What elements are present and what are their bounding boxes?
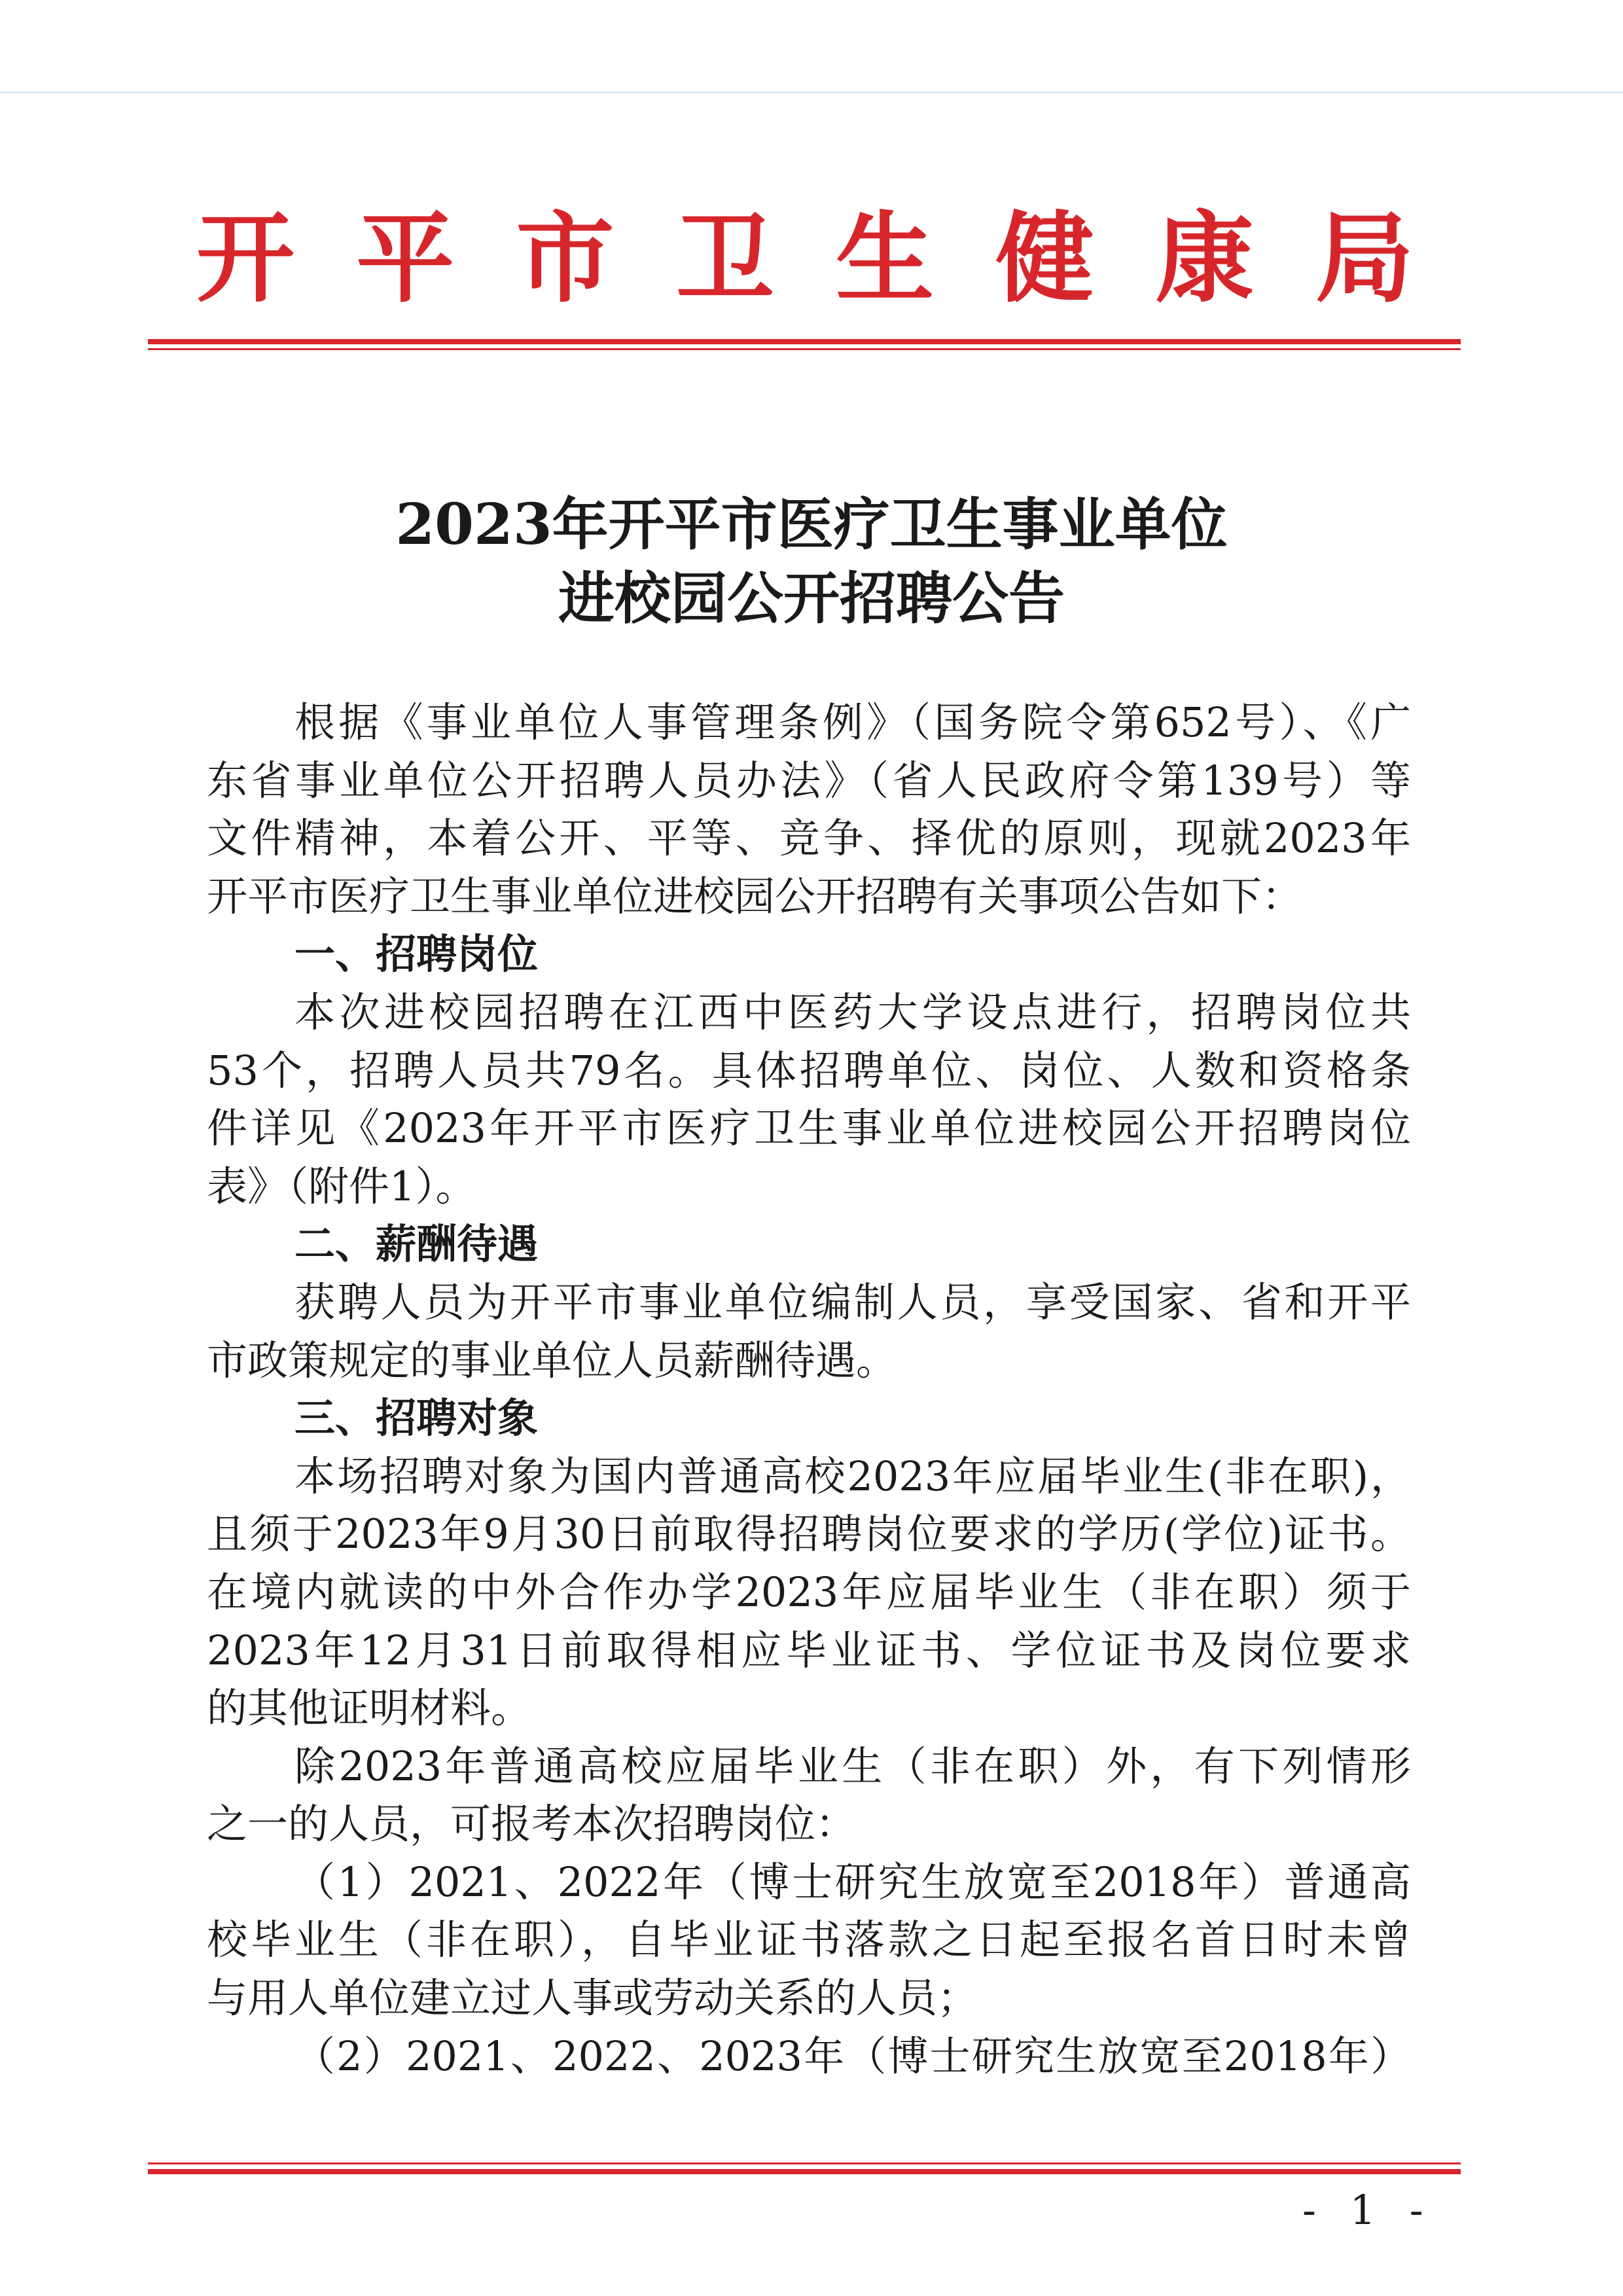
scan-edge-line [0, 92, 1623, 93]
body-text-line: 本场招聘对象为国内普通高校2023年应届毕业生(非在职)， [294, 1452, 1411, 1500]
body-text-line: 与用人单位建立过人事或劳动关系的人员； [207, 1974, 978, 2022]
org-char: 局 [1315, 201, 1414, 316]
body-text-line: 表》（附件1）。 [207, 1162, 476, 1210]
header-red-rule-thin [148, 348, 1461, 350]
body-text-line: 除2023年普通高校应届毕业生（非在职）外，有下列情形 [294, 1742, 1411, 1790]
org-char: 康 [1155, 201, 1254, 316]
header-red-rule-thick [148, 339, 1461, 344]
body-text-line: 2023年12月31日前取得相应毕业证书、学位证书及岗位要求 [207, 1626, 1411, 1674]
body-text-line: 市政策规定的事业单位人员薪酬待遇。 [207, 1336, 897, 1384]
section-heading: 三、招聘对象 [294, 1394, 539, 1443]
body-text-line: 在境内就读的中外合作办学2023年应届毕业生（非在职）须于 [207, 1568, 1411, 1616]
body-text-line: 本次进校园招聘在江西中医药大学设点进行，招聘岗位共 [294, 988, 1411, 1036]
body-text-line: 件详见《2023年开平市医疗卫生事业单位进校园公开招聘岗位 [207, 1104, 1411, 1153]
footer-red-rule-thin [148, 2162, 1461, 2164]
org-char: 市 [516, 201, 615, 316]
body-text-line: 获聘人员为开平市事业单位编制人员，享受国家、省和开平 [294, 1278, 1411, 1326]
document-body [207, 694, 1411, 2085]
body-text-line: （1）2021、2022年（博士研究生放宽至2018年）普通高 [294, 1857, 1411, 1906]
title-line-2: 进校园公开招聘公告 [558, 565, 1065, 632]
section-heading: 一、招聘岗位 [294, 930, 539, 978]
body-text-line: 53个，招聘人员共79名。具体招聘单位、岗位、人数和资格条 [207, 1046, 1411, 1094]
body-text-line: 之一的人员，可报考本次招聘岗位： [207, 1800, 857, 1848]
body-text-line: 的其他证明材料。 [207, 1684, 532, 1732]
body-text-line: （2）2021、2022、2023年（博士研究生放宽至2018年） [294, 2032, 1411, 2080]
org-char: 健 [995, 201, 1094, 316]
footer-red-rule-thick [148, 2169, 1461, 2174]
document-title [0, 488, 1623, 636]
body-text-line: 东省事业单位公开招聘人员办法》（省人民政府令第139号）等 [207, 756, 1411, 804]
body-text-line: 校毕业生（非在职），自毕业证书落款之日起至报名首日时未曾 [207, 1916, 1411, 1964]
body-text-line: 开平市医疗卫生事业单位进校园公开招聘有关事项公告如下： [207, 872, 1303, 920]
title-line-1: 2023年开平市医疗卫生事业单位 [395, 492, 1228, 558]
org-char: 生 [836, 201, 935, 316]
org-char: 平 [356, 201, 455, 316]
body-text-line: 文件精神，本着公开、平等、竞争、择优的原则，现就2023年 [207, 814, 1411, 863]
body-text-line: 根据《事业单位人事管理条例》（国务院令第652号）、《广 [294, 698, 1411, 746]
section-heading: 二、薪酬待遇 [294, 1220, 539, 1268]
org-char: 开 [196, 201, 295, 316]
org-char: 卫 [675, 201, 774, 316]
page-number: - 1 - [1302, 2186, 1434, 2234]
issuing-organization-header [196, 196, 1414, 321]
body-text-line: 且须于2023年9月30日前取得招聘岗位要求的学历(学位)证书。 [207, 1510, 1411, 1558]
